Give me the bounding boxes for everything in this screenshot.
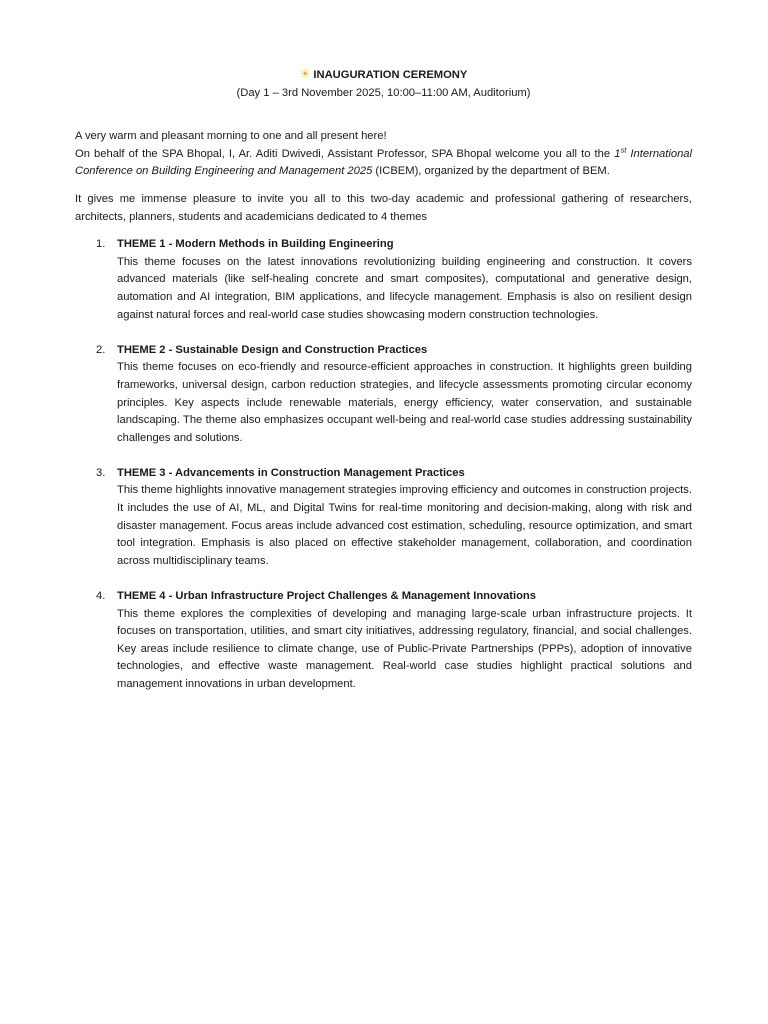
welcome-text-part2: (ICBEM), organized by the department of BEM. xyxy=(372,165,610,178)
theme-item xyxy=(75,588,692,694)
event-details: (Day 1 – 3rd November 2025, 10:00–11:00 AM, Auditorium) xyxy=(236,86,531,99)
theme-item xyxy=(75,342,692,448)
document-header xyxy=(75,66,692,102)
page-title-line xyxy=(75,66,692,85)
welcome-text-part1: On behalf of the SPA Bhopal, I, Ar. Aditi Dwivedi, Assistant Professor, SPA Bhopal welcome you all to the xyxy=(75,147,615,160)
ordinal-number: 1 xyxy=(614,147,621,160)
theme-item xyxy=(75,465,692,571)
theme-number: 3. xyxy=(96,466,106,479)
conference-name: International Conference on Building Engineering and Management 2025 xyxy=(75,147,693,178)
theme-description: This theme focuses on the latest innovations revolutionizing building engineering and construction. It covers advanced materials (like self-healing concrete and smart composites), computational and generative design, automation and AI integration, BIM applications, and lifecycle management. Emphasis is also on resilient design against natural forces and real-world case studies showcasing modern construction technologies. xyxy=(117,255,692,321)
ordinal-suffix: st xyxy=(620,145,627,155)
theme-title: THEME 4 - Urban Infrastructure Project Challenges & Management Innovations xyxy=(117,590,536,603)
theme-number: 2. xyxy=(96,343,106,356)
page-title: INAUGURATION CEREMONY xyxy=(313,69,468,81)
theme-description: This theme highlights innovative management strategies improving efficiency and outcomes in construction projects. It includes the use of AI, ML, and Digital Twins for real-time monitoring and decision-making, along with risk and disaster management. Focus areas include advanced cost estimation, scheduling, resource optimization, and smart tool integration. Emphasis is also placed on effective stakeholder management, collaboration, and coordination across multidisciplinary teams. xyxy=(117,484,692,567)
sun-icon: ☀ xyxy=(299,67,311,81)
theme-number: 1. xyxy=(96,238,106,251)
theme-number: 4. xyxy=(96,590,106,603)
theme-description: This theme focuses on eco-friendly and resource-efficient approaches in construction. It highlights green building frameworks, universal design, carbon reduction strategies, and lifecycle assessments promoting circular economy principles. Key aspects include renewable materials, energy efficiency, water conservation, and sustainable landscaping. The theme also emphasizes occupant well-being and real-world case studies addressing sustainability challenges and solutions. xyxy=(117,361,692,444)
themes-list xyxy=(75,236,692,693)
theme-title: THEME 2 - Sustainable Design and Construction Practices xyxy=(117,343,428,356)
theme-item xyxy=(75,236,692,324)
theme-title: THEME 3 - Advancements in Construction Management Practices xyxy=(117,466,465,479)
invite-paragraph: It gives me immense pleasure to invite you all to this two-day academic and professional gathering of researchers, architects, planners, students and academicians dedicated to 4 themes xyxy=(75,192,692,223)
theme-description: This theme explores the complexities of developing and managing large-scale urban infrastructure projects. It focuses on transportation, utilities, and smart city initiatives, addressing regulatory, financial, and social challenges. Key areas include resilience to climate change, use of Public-Private Partnerships (PPPs), adoption of innovative technologies, and effective waste management. Real-world case studies highlight practical solutions and management innovations in urban development. xyxy=(117,607,692,690)
welcome-paragraph xyxy=(75,146,692,181)
theme-title: THEME 1 - Modern Methods in Building Engineering xyxy=(117,238,394,251)
intro-section xyxy=(75,128,692,226)
greeting-text: A very warm and pleasant morning to one and all present here! xyxy=(75,130,387,143)
